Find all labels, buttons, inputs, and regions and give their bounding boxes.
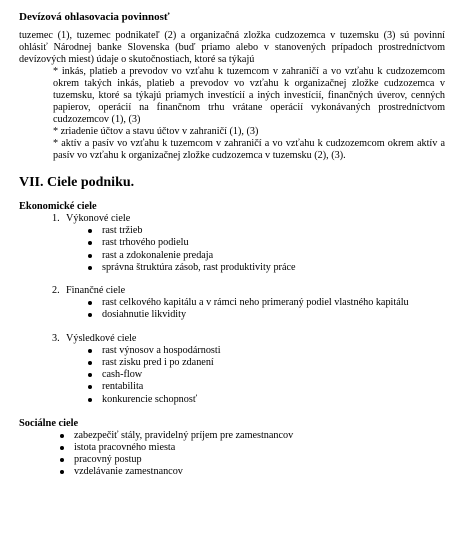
- goal-title: Finančné ciele: [66, 285, 126, 297]
- list-item: rast celkového kapitálu a v rámci neho primeraný podiel vlastného kapitálu: [88, 297, 445, 309]
- bullet-icon: [60, 458, 64, 462]
- list-item: konkurencie schopnosť: [88, 394, 445, 406]
- list-item: vzdelávanie zamestnancov: [60, 466, 445, 478]
- goal-title: Výsledkové ciele: [66, 332, 137, 344]
- bullet-icon: [88, 229, 92, 233]
- social-goals-list: [19, 430, 445, 479]
- goal-title: Výkonové ciele: [66, 213, 131, 224]
- list-item: dosiahnutie likvidity: [88, 309, 445, 321]
- list-item: rast výnosov a hospodárnosti: [88, 345, 445, 357]
- bullet-icon: [88, 373, 92, 377]
- bullet-icon: [60, 446, 64, 450]
- section-title: VII. Ciele podniku.: [19, 175, 135, 190]
- bullet-icon: [88, 241, 92, 245]
- list-item: rast trhového podielu: [88, 237, 445, 249]
- indent-line: * inkás, platieb a prevodov vo vzťahu k tuzemcom v zahraničí a vo vzťahu k cudzozemcom okrem takých inkás, platieb a prevodov vo vzťahu k organizačnej zložke cudzozemca v tuzemsku, ktoré sa týkajú priamych investícií a iných investícií, finančných úverov, cenných papierov, operácií na finančnom trhu vrátane operácií vykonávaných prostredníctvom cudzozemcov (1), (3): [53, 66, 445, 125]
- list-item: rast tržieb: [88, 225, 445, 237]
- social-goals-heading: Sociálne ciele: [19, 417, 79, 429]
- economic-goals-heading: Ekonomické ciele: [19, 201, 97, 212]
- goal-group: [52, 285, 445, 322]
- indent-line: * zriadenie účtov a stavu účtov v zahraničí (1), (3): [53, 126, 259, 137]
- goal-number: 2.: [52, 285, 60, 297]
- economic-goals-list: [19, 213, 445, 406]
- bullet-icon: [88, 361, 92, 365]
- reporting-heading: Devízová ohlasovacia povinnosť: [19, 11, 170, 23]
- goal-group: [52, 213, 445, 274]
- reporting-indent-block: [53, 66, 445, 162]
- goal-bullets: [52, 225, 445, 274]
- list-item: rast zisku pred i po zdanení: [88, 357, 445, 369]
- bullet-icon: [88, 254, 92, 258]
- list-item: zabezpečiť stály, pravidelný príjem pre zamestnancov: [60, 430, 445, 442]
- bullet-icon: [88, 266, 92, 270]
- goal-group: [52, 333, 445, 406]
- list-item: rentabilita: [88, 381, 445, 393]
- bullet-icon: [60, 434, 64, 438]
- reporting-paragraph: tuzemec (1), tuzemec podnikateľ (2) a organizačná zložka cudzozemca v tuzemsku (3) sú povinní ohlásiť Národnej banke Slovenska (buď priamo alebo v stanovených prípadoch prostredníctvom devízových miest) údaje o skutočnostiach, ktoré sa týkajú: [19, 30, 445, 65]
- list-item: cash-flow: [88, 369, 445, 381]
- list-item: istota pracovného miesta: [60, 442, 445, 454]
- bullet-icon: [60, 470, 64, 474]
- bullet-icon: [88, 385, 92, 389]
- bullet-icon: [88, 301, 92, 305]
- indent-line: * aktív a pasív vo vzťahu k tuzemcom v zahraničí a vo vzťahu k cudzozemcom okrem aktív a pasív vo vzťahu k organizačnej zložke cudzozemca v tuzemsku (2), (3).: [53, 138, 445, 161]
- goal-bullets: [52, 297, 445, 321]
- goal-number: 3.: [52, 332, 60, 344]
- list-item: správna štruktúra zásob, rast produktivity práce: [88, 262, 445, 274]
- goal-number: 1.: [52, 213, 60, 224]
- goal-bullets: [52, 345, 445, 406]
- bullet-icon: [88, 313, 92, 317]
- bullet-icon: [88, 349, 92, 353]
- list-item: rast a zdokonalenie predaja: [88, 250, 445, 262]
- bullet-icon: [88, 398, 92, 402]
- list-item: pracovný postup: [60, 454, 445, 466]
